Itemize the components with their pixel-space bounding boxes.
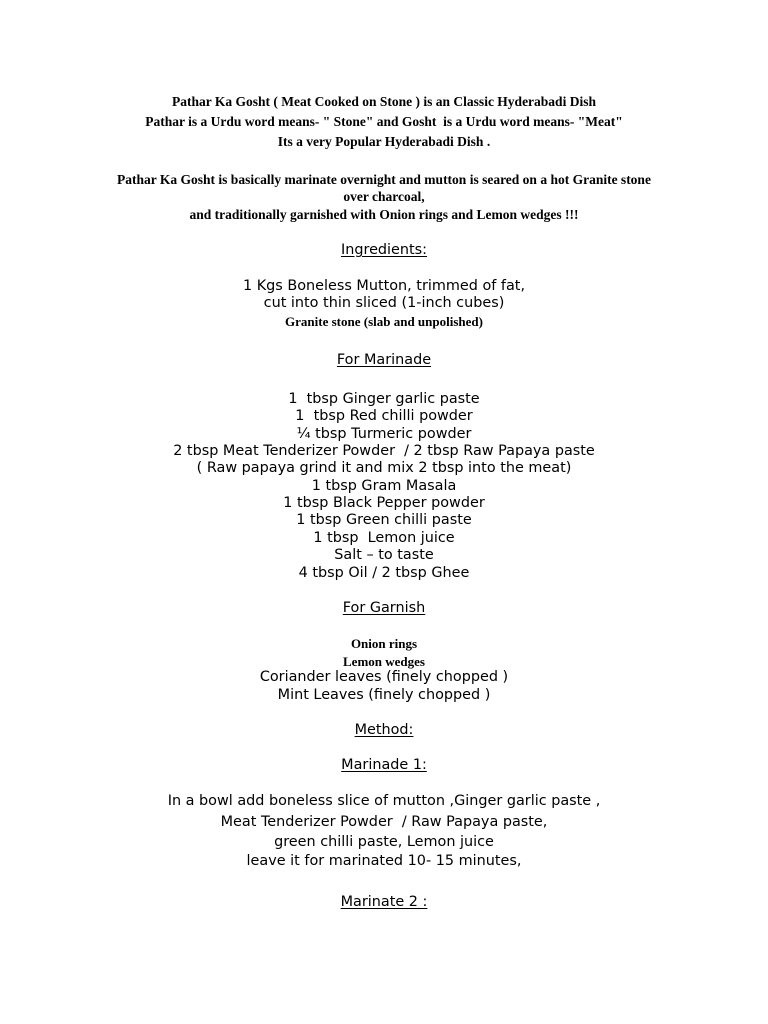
description-line-2: over charcoal, xyxy=(343,189,425,204)
marinade-1-heading: Marinade 1: xyxy=(341,757,427,773)
marinade-item: 1 tbsp Lemon juice xyxy=(313,530,455,546)
garnish-item-lemon: Lemon wedges xyxy=(343,654,425,669)
description-line-1: Pathar Ka Gosht is basically marinate overnight and mutton is seared on a hot Granite stone xyxy=(117,172,651,187)
marinade-item: ¼ tbsp Turmeric powder xyxy=(296,426,472,442)
method-step-line: In a bowl add boneless slice of mutton ,Ginger garlic paste , xyxy=(167,793,601,809)
intro-popular-line: Its a very Popular Hyderabadi Dish . xyxy=(277,134,491,149)
method-step-line: Meat Tenderizer Powder / Raw Papaya paste, xyxy=(220,814,548,830)
method-heading: Method: xyxy=(354,722,414,738)
intro-urdu-meaning-line: Pathar is a Urdu word means- " Stone" and Gosht is a Urdu word means- "Meat" xyxy=(145,114,623,129)
garnish-item-coriander: Coriander leaves (finely chopped ) xyxy=(259,669,509,685)
garnish-heading: For Garnish xyxy=(342,600,426,616)
garnish-item-onion: Onion rings xyxy=(350,636,418,651)
method-step-line: leave it for marinated 10- 15 minutes, xyxy=(246,853,522,869)
ingredient-granite-stone: Granite stone (slab and unpolished) xyxy=(285,314,483,329)
description-line-3: and traditionally garnished with Onion rings and Lemon wedges !!! xyxy=(189,207,579,222)
marinade-item: 4 tbsp Oil / 2 tbsp Ghee xyxy=(298,565,470,581)
marinade-item: 1 tbsp Green chilli paste xyxy=(296,512,472,528)
garnish-item-mint: Mint Leaves (finely chopped ) xyxy=(277,687,491,703)
intro-title-line: Pathar Ka Gosht ( Meat Cooked on Stone ) is an Classic Hyderabadi Dish xyxy=(172,94,596,109)
marinate-2-heading: Marinate 2 : xyxy=(340,894,428,910)
marinade-item: ( Raw papaya grind it and mix 2 tbsp into the meat) xyxy=(196,460,572,476)
marinade-heading: For Marinade xyxy=(336,352,432,368)
marinade-item: 1 tbsp Gram Masala xyxy=(311,478,457,494)
ingredient-mutton: 1 Kgs Boneless Mutton, trimmed of fat, xyxy=(242,278,526,294)
method-step-line: green chilli paste, Lemon juice xyxy=(274,834,494,850)
marinade-item: 1 tbsp Red chilli powder xyxy=(295,408,473,424)
marinade-item: 1 tbsp Ginger garlic paste xyxy=(288,391,480,407)
marinade-item: 1 tbsp Black Pepper powder xyxy=(283,495,485,511)
marinade-item: 2 tbsp Meat Tenderizer Powder / 2 tbsp Raw Papaya paste xyxy=(173,443,595,459)
marinade-item: Salt – to taste xyxy=(334,547,434,563)
ingredients-heading: Ingredients: xyxy=(340,242,428,258)
ingredient-mutton-cut: cut into thin sliced (1-inch cubes) xyxy=(263,295,505,311)
